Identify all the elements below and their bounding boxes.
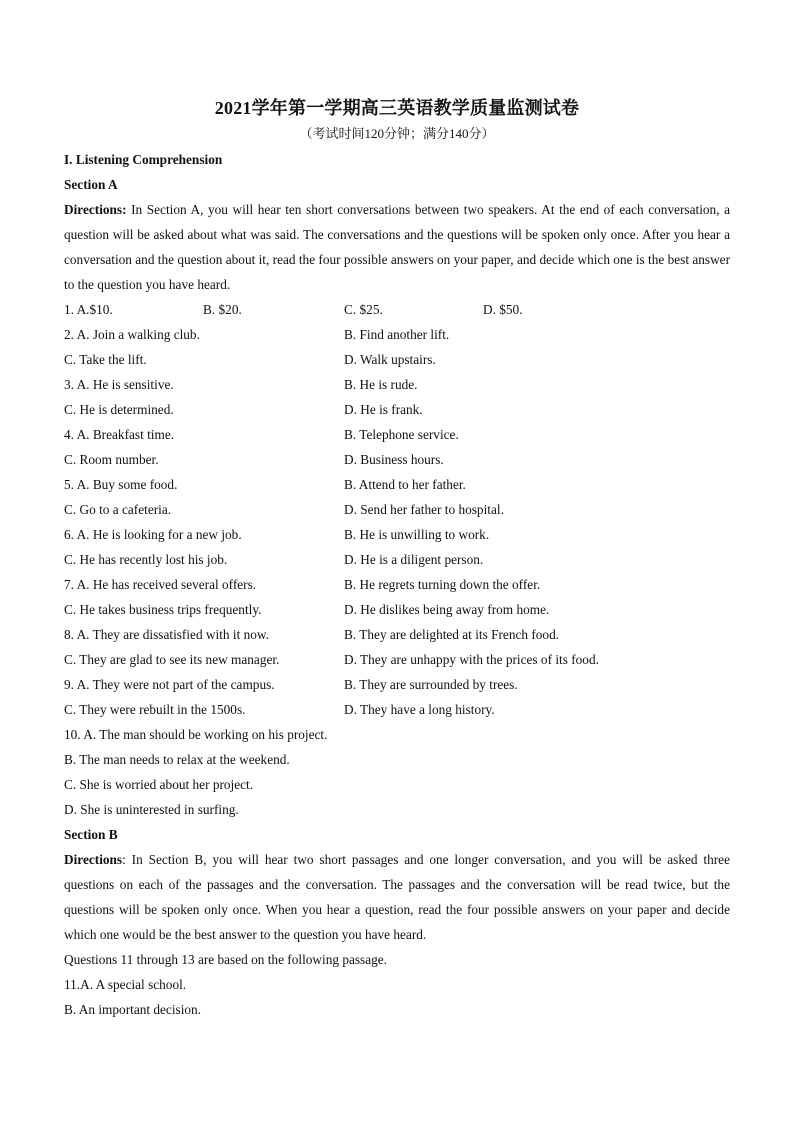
option-text: 7. A. He has received several offers. xyxy=(64,577,257,592)
option-row xyxy=(64,647,730,672)
option-row xyxy=(64,372,730,397)
option-text: B. Telephone service. xyxy=(344,427,459,442)
option-text: B. Attend to her father. xyxy=(344,477,466,492)
question-options-list xyxy=(64,322,730,722)
option-text: D. Send her father to hospital. xyxy=(344,502,504,517)
option-text: C. Take the lift. xyxy=(64,352,147,367)
part-heading: I. Listening Comprehension xyxy=(64,152,223,167)
option-text: B. He is rude. xyxy=(344,377,418,392)
page-content xyxy=(64,96,730,1022)
option-row xyxy=(64,447,730,472)
question-11-option-b: B. An important decision. xyxy=(64,1002,202,1017)
option-text: C. $25. xyxy=(344,302,383,317)
option-text: 2. A. Join a walking club. xyxy=(64,327,200,342)
option-row xyxy=(64,622,730,647)
option-text: B. They are surrounded by trees. xyxy=(344,677,518,692)
exam-subtitle: （考试时间120分钟；满分140分） xyxy=(299,126,495,141)
option-text: D. They have a long history. xyxy=(344,702,495,717)
option-row xyxy=(64,397,730,422)
option-row xyxy=(64,497,730,522)
option-row xyxy=(64,422,730,447)
option-text: C. He has recently lost his job. xyxy=(64,552,228,567)
directions-label: Directions xyxy=(64,852,123,867)
option-text: C. They are glad to see its new manager. xyxy=(64,652,280,667)
section-a-heading: Section A xyxy=(64,177,118,192)
option-text: D. They are unhappy with the prices of its food. xyxy=(344,652,599,667)
option-row xyxy=(64,522,730,547)
option-text: D. Walk upstairs. xyxy=(344,352,436,367)
section-b-heading: Section B xyxy=(64,827,118,842)
question-10-option-d: D. She is uninterested in surfing. xyxy=(64,802,239,817)
option-text: D. He is frank. xyxy=(344,402,423,417)
option-row xyxy=(64,347,730,372)
question-11-option-a: 11.A. A special school. xyxy=(64,977,187,992)
section-a-directions xyxy=(64,197,730,297)
option-row xyxy=(64,672,730,697)
option-text: C. He takes business trips frequently. xyxy=(64,602,262,617)
question-10-option-c: C. She is worried about her project. xyxy=(64,777,254,792)
directions-label: Directions: xyxy=(64,202,127,217)
option-row xyxy=(64,472,730,497)
option-row xyxy=(64,572,730,597)
option-text: 1. A.$10. xyxy=(64,302,113,317)
directions-text: : In Section B, you will hear two short passages and one longer conversation, and you will be asked three questions on each of the passages and the conversation. The passages and the conversation will be read twice, but the questions will be spoken only once. When you hear a question, read the four possible answers on your paper and decide which one would be the best answer to the question you have heard. xyxy=(64,852,730,942)
option-text: 9. A. They were not part of the campus. xyxy=(64,677,275,692)
option-text: C. Room number. xyxy=(64,452,159,467)
option-text: B. They are delighted at its French food. xyxy=(344,627,560,642)
option-text: 5. A. Buy some food. xyxy=(64,477,178,492)
option-row xyxy=(64,597,730,622)
question-10-option-b: B. The man needs to relax at the weekend. xyxy=(64,752,290,767)
option-text: D. He is a diligent person. xyxy=(344,552,484,567)
passage-intro: Questions 11 through 13 are based on the following passage. xyxy=(64,952,388,967)
question-1-options xyxy=(64,297,730,322)
option-text: B. He is unwilling to work. xyxy=(344,527,490,542)
option-row xyxy=(64,547,730,572)
option-text: D. Business hours. xyxy=(344,452,444,467)
exam-title: 2021学年第一学期高三英语教学质量监测试卷 xyxy=(214,98,580,118)
option-row xyxy=(64,697,730,722)
option-text: 8. A. They are dissatisfied with it now. xyxy=(64,627,269,642)
option-text: C. They were rebuilt in the 1500s. xyxy=(64,702,246,717)
directions-text: In Section A, you will hear ten short conversations between two speakers. At the end of each conversation, a question will be asked about what was said. The conversations and the questions will be spoken only once. After you hear a conversation and the question about it, read the four possible answers on your paper, and decide which one is the best answer to the question you have heard. xyxy=(64,202,730,292)
option-text: B. $20. xyxy=(203,302,242,317)
option-text: 6. A. He is looking for a new job. xyxy=(64,527,242,542)
option-text: C. He is determined. xyxy=(64,402,174,417)
option-text: C. Go to a cafeteria. xyxy=(64,502,172,517)
option-text: B. Find another lift. xyxy=(344,327,450,342)
option-text: D. $50. xyxy=(483,302,523,317)
section-b-directions xyxy=(64,847,730,947)
option-row xyxy=(64,322,730,347)
option-text: 4. A. Breakfast time. xyxy=(64,427,175,442)
option-text: 3. A. He is sensitive. xyxy=(64,377,174,392)
question-10-option-a: 10. A. The man should be working on his project. xyxy=(64,727,328,742)
option-text: D. He dislikes being away from home. xyxy=(344,602,550,617)
option-text: B. He regrets turning down the offer. xyxy=(344,577,541,592)
